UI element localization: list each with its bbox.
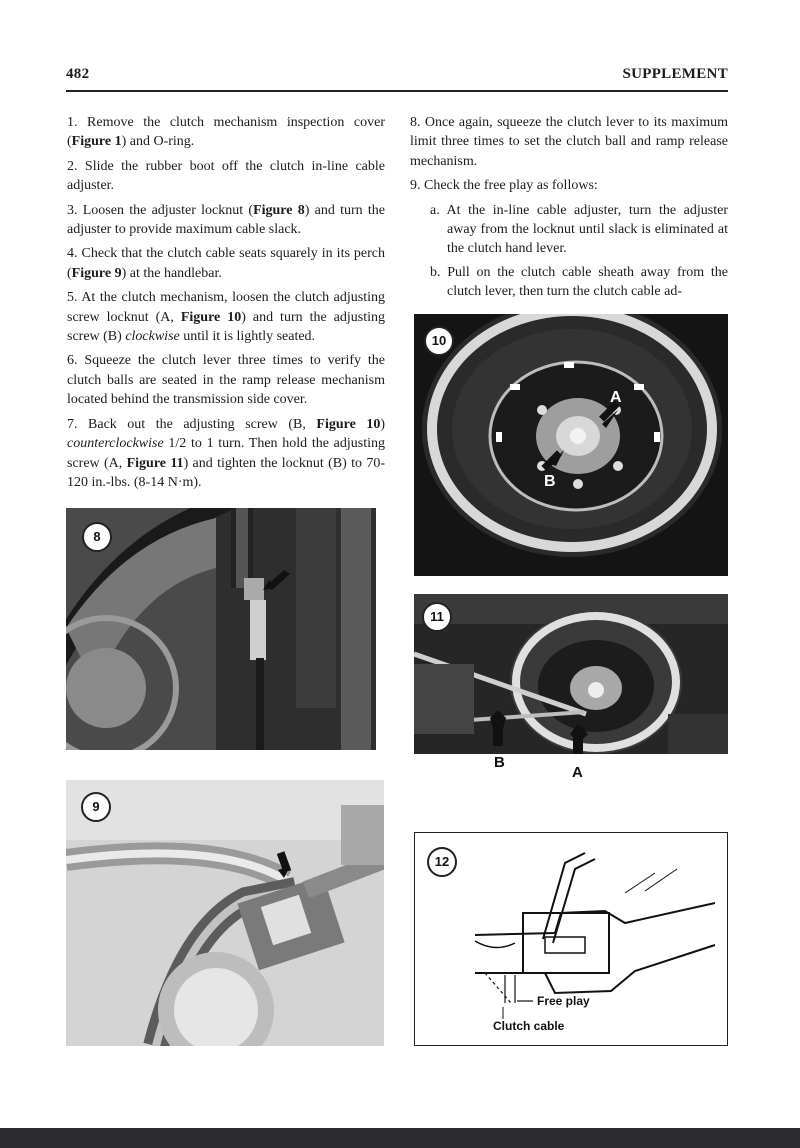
step-9a: a. At the in-line cable adjuster, turn the adjuster away from the locknut until slack is eliminated at the clutch hand lever. <box>430 202 728 257</box>
figure-8-image <box>66 508 376 750</box>
figure-9-photo <box>66 780 384 1046</box>
figure-11-image <box>414 594 728 804</box>
figure-12-image <box>415 833 727 1045</box>
step-5: 5. At the clutch mechanism, loosen the clutch adjusting screw locknut (A, Figure 10) and turn the adjusting screw (B) clockwise until it is lightly seated. <box>67 290 385 345</box>
figure-12-label-clutch-cable: Clutch cable <box>493 1019 565 1033</box>
step-1: 1. Remove the clutch mechanism inspection cover (Figure 1) and O-ring. <box>67 115 385 150</box>
step-3: 3. Loosen the adjuster locknut (Figure 8) and turn the adjuster to provide maximum cable slack. <box>67 202 386 238</box>
figure-8-photo <box>66 508 376 750</box>
right-column <box>410 113 728 306</box>
figure-10-number: 10 <box>424 326 454 356</box>
step-4: 4. Check that the clutch cable seats squarely in its perch (Figure 9) at the handlebar. <box>67 246 385 281</box>
header-rule <box>66 90 728 92</box>
step-9: 9. Check the free play as follows: <box>410 178 598 194</box>
left-column <box>67 113 385 497</box>
figure-11-photo <box>414 594 728 804</box>
figure-9-number: 9 <box>81 792 111 822</box>
figure-11-label-b: B <box>494 754 505 771</box>
figure-12-label-free-play: Free play <box>537 994 590 1008</box>
viewer-bottom-bar <box>0 1128 800 1148</box>
page-header <box>66 66 728 90</box>
page-number: 482 <box>66 66 90 82</box>
step-9b: b. Pull on the clutch cable sheath away from the clutch lever, then turn the clutch cable ad- <box>430 264 728 300</box>
step-2: 2. Slide the rubber boot off the clutch in-line cable adjuster. <box>67 158 385 194</box>
figure-9-image <box>66 780 384 1046</box>
figure-10-label-a: A <box>610 389 622 406</box>
figure-12-diagram <box>414 832 728 1046</box>
figure-10-image <box>414 314 728 576</box>
figure-12-number: 12 <box>427 847 457 877</box>
section-title: SUPPLEMENT <box>622 66 728 82</box>
figure-8-number: 8 <box>82 522 112 552</box>
figure-10-label-b: B <box>544 473 556 490</box>
figure-11-label-a: A <box>572 764 583 781</box>
figure-11-number: 11 <box>422 602 452 632</box>
figure-10-photo <box>414 314 728 576</box>
step-8: 8. Once again, squeeze the clutch lever to its maximum limit three times to set the clutch ball and ramp release mechanism. <box>410 115 728 169</box>
step-6: 6. Squeeze the clutch lever three times to verify the clutch balls are seated in the ramp release mechanism located behind the transmission side cover. <box>67 353 385 408</box>
step-7: 7. Back out the adjusting screw (B, Figure 10) counterclockwise 1/2 to 1 turn. Then hold the adjusting screw (A, Figure 11) and tighten the locknut (B) to 70-120 in.-lbs. (8-14 N·m). <box>67 416 385 490</box>
